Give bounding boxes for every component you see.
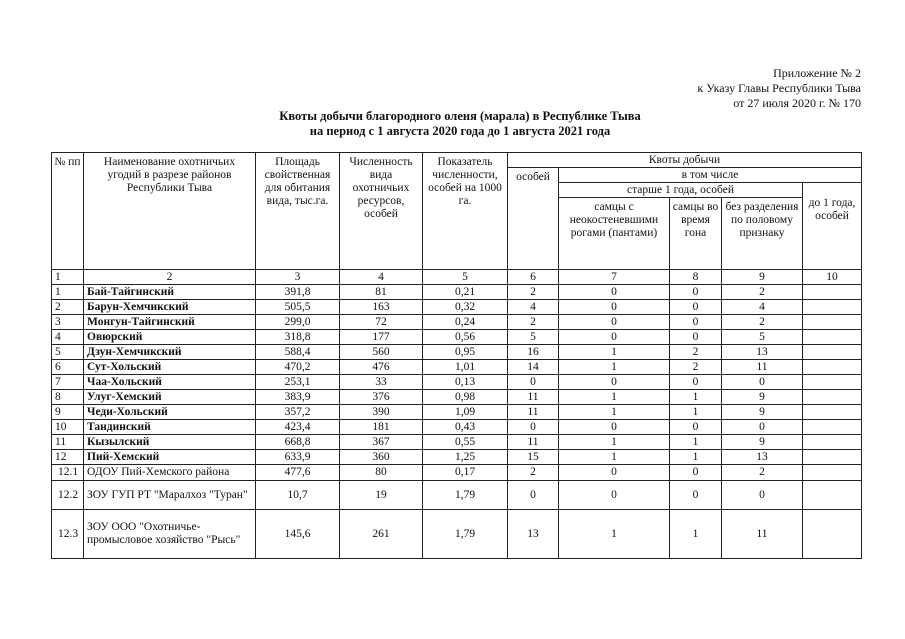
table-row (52, 510, 862, 559)
row-population: 80 (340, 465, 423, 481)
document-title (205, 109, 715, 139)
column-number: 7 (559, 270, 670, 285)
row-antlers: 0 (559, 481, 670, 510)
table-row (52, 300, 862, 315)
appendix-block (697, 66, 861, 111)
row-name: Пий-Хемский (84, 450, 256, 465)
row-antlers: 1 (559, 510, 670, 559)
row-antlers: 1 (559, 405, 670, 420)
row-population: 560 (340, 345, 423, 360)
table-row (52, 435, 862, 450)
header-density: Показатель численности, особей на 1000 га. (423, 153, 508, 270)
table-row (52, 285, 862, 300)
header-num: № пп (52, 153, 84, 270)
row-nosex: 0 (722, 375, 803, 390)
row-population: 181 (340, 420, 423, 435)
row-young (803, 345, 862, 360)
row-density: 0,32 (423, 300, 508, 315)
row-rut: 1 (670, 510, 722, 559)
column-number: 10 (803, 270, 862, 285)
row-young (803, 390, 862, 405)
table-row (52, 315, 862, 330)
row-area: 299,0 (256, 315, 340, 330)
row-nosex: 2 (722, 465, 803, 481)
row-density: 0,17 (423, 465, 508, 481)
row-rut: 0 (670, 375, 722, 390)
row-number: 10 (52, 420, 84, 435)
row-nosex: 9 (722, 390, 803, 405)
row-antlers: 1 (559, 345, 670, 360)
row-name: Улуг-Хемский (84, 390, 256, 405)
row-total: 13 (508, 510, 559, 559)
row-antlers: 0 (559, 300, 670, 315)
row-number: 8 (52, 390, 84, 405)
row-population: 390 (340, 405, 423, 420)
row-total: 2 (508, 315, 559, 330)
row-population: 376 (340, 390, 423, 405)
row-antlers: 0 (559, 285, 670, 300)
row-nosex: 0 (722, 481, 803, 510)
row-total: 2 (508, 465, 559, 481)
row-population: 476 (340, 360, 423, 375)
row-area: 145,6 (256, 510, 340, 559)
row-name: Монгун-Тайгинский (84, 315, 256, 330)
row-nosex: 11 (722, 360, 803, 375)
row-name: Дзун-Хемчикский (84, 345, 256, 360)
row-antlers: 1 (559, 435, 670, 450)
column-number-row (52, 270, 862, 285)
column-number: 3 (256, 270, 340, 285)
table-row (52, 360, 862, 375)
row-antlers: 0 (559, 315, 670, 330)
row-nosex: 13 (722, 345, 803, 360)
row-population: 360 (340, 450, 423, 465)
row-area: 318,8 (256, 330, 340, 345)
row-rut: 1 (670, 405, 722, 420)
row-total: 4 (508, 300, 559, 315)
row-nosex: 2 (722, 315, 803, 330)
header-antlers: самцы с неокостеневшими рогами (пантами) (559, 198, 670, 270)
row-young (803, 405, 862, 420)
row-total: 2 (508, 285, 559, 300)
row-number: 9 (52, 405, 84, 420)
row-total: 16 (508, 345, 559, 360)
row-young (803, 375, 862, 390)
row-population: 163 (340, 300, 423, 315)
row-rut: 0 (670, 465, 722, 481)
table-row (52, 345, 862, 360)
row-antlers: 1 (559, 360, 670, 375)
row-density: 0,13 (423, 375, 508, 390)
row-rut: 1 (670, 435, 722, 450)
row-area: 633,9 (256, 450, 340, 465)
column-number: 4 (340, 270, 423, 285)
header-rut: самцы во время гона (670, 198, 722, 270)
row-area: 470,2 (256, 360, 340, 375)
row-young (803, 315, 862, 330)
row-population: 177 (340, 330, 423, 345)
table-row (52, 405, 862, 420)
row-number: 12.2 (52, 481, 84, 510)
row-nosex: 11 (722, 510, 803, 559)
header-quota: Квоты добычи (508, 153, 862, 168)
table-row (52, 330, 862, 345)
header-older: старше 1 года, особей (559, 183, 803, 198)
table-row (52, 465, 862, 481)
row-rut: 2 (670, 360, 722, 375)
row-name: Сут-Хольский (84, 360, 256, 375)
row-number: 12 (52, 450, 84, 465)
row-total: 5 (508, 330, 559, 345)
title-line-2: на период с 1 августа 2020 года до 1 августа 2021 года (309, 124, 611, 138)
table-row (52, 481, 862, 510)
row-area: 10,7 (256, 481, 340, 510)
table-row (52, 420, 862, 435)
header-including: в том числе (559, 168, 862, 183)
row-young (803, 300, 862, 315)
column-number: 1 (52, 270, 84, 285)
row-total: 14 (508, 360, 559, 375)
table-body (52, 285, 862, 559)
row-nosex: 9 (722, 405, 803, 420)
header-area: Площадь свойственная для обитания вида, тыс.га. (256, 153, 340, 270)
row-rut: 2 (670, 345, 722, 360)
row-number: 2 (52, 300, 84, 315)
row-rut: 0 (670, 420, 722, 435)
header-name: Наименование охотничьих угодий в разрезе районов Республики Тыва (84, 153, 256, 270)
row-young (803, 450, 862, 465)
row-nosex: 0 (722, 420, 803, 435)
header-nosex: без разделения по половому признаку (722, 198, 803, 270)
row-density: 1,09 (423, 405, 508, 420)
row-total: 0 (508, 481, 559, 510)
table-row (52, 390, 862, 405)
row-nosex: 5 (722, 330, 803, 345)
row-density: 1,25 (423, 450, 508, 465)
row-rut: 0 (670, 315, 722, 330)
row-rut: 0 (670, 481, 722, 510)
row-number: 3 (52, 315, 84, 330)
row-total: 0 (508, 420, 559, 435)
header-total: особей (508, 168, 559, 270)
row-name: Овюрский (84, 330, 256, 345)
row-young (803, 481, 862, 510)
row-rut: 0 (670, 330, 722, 345)
row-antlers: 1 (559, 390, 670, 405)
title-line-1: Квоты добычи благородного оленя (марала) в Республике Тыва (279, 109, 641, 123)
row-number: 5 (52, 345, 84, 360)
row-population: 33 (340, 375, 423, 390)
row-name: Барун-Хемчикский (84, 300, 256, 315)
row-name: Чаа-Хольский (84, 375, 256, 390)
row-area: 588,4 (256, 345, 340, 360)
row-name: Чеди-Хольский (84, 405, 256, 420)
row-antlers: 1 (559, 450, 670, 465)
row-total: 11 (508, 405, 559, 420)
row-density: 0,95 (423, 345, 508, 360)
row-population: 19 (340, 481, 423, 510)
row-antlers: 0 (559, 330, 670, 345)
row-density: 1,79 (423, 481, 508, 510)
row-area: 383,9 (256, 390, 340, 405)
row-density: 0,43 (423, 420, 508, 435)
row-name: Бай-Тайгинский (84, 285, 256, 300)
row-name: ОДОУ Пий-Хемского района (84, 465, 256, 481)
row-area: 357,2 (256, 405, 340, 420)
row-rut: 1 (670, 450, 722, 465)
row-total: 15 (508, 450, 559, 465)
row-area: 253,1 (256, 375, 340, 390)
row-rut: 0 (670, 300, 722, 315)
row-rut: 1 (670, 390, 722, 405)
row-number: 12.1 (52, 465, 84, 481)
row-number: 7 (52, 375, 84, 390)
row-density: 1,79 (423, 510, 508, 559)
row-area: 505,5 (256, 300, 340, 315)
row-density: 1,01 (423, 360, 508, 375)
row-young (803, 465, 862, 481)
row-total: 11 (508, 390, 559, 405)
column-number: 5 (423, 270, 508, 285)
row-antlers: 0 (559, 420, 670, 435)
row-number: 4 (52, 330, 84, 345)
row-name: ЗОУ ГУП РТ "Маралхоз "Туран" (84, 481, 256, 510)
row-nosex: 9 (722, 435, 803, 450)
row-young (803, 420, 862, 435)
column-number: 9 (722, 270, 803, 285)
row-nosex: 2 (722, 285, 803, 300)
row-density: 0,24 (423, 315, 508, 330)
header-young: до 1 года, особей (803, 183, 862, 270)
row-area: 391,8 (256, 285, 340, 300)
row-density: 0,21 (423, 285, 508, 300)
row-number: 12.3 (52, 510, 84, 559)
table-row (52, 375, 862, 390)
row-number: 1 (52, 285, 84, 300)
row-name: ЗОУ ООО "Охотничье-промысловое хозяйство "Рысь" (84, 510, 256, 559)
table-row (52, 450, 862, 465)
row-name: Тандинский (84, 420, 256, 435)
quota-table (51, 152, 862, 559)
row-total: 11 (508, 435, 559, 450)
appendix-line-1: Приложение № 2 (773, 66, 861, 80)
row-density: 0,98 (423, 390, 508, 405)
row-nosex: 13 (722, 450, 803, 465)
row-population: 81 (340, 285, 423, 300)
row-area: 668,8 (256, 435, 340, 450)
column-number: 8 (670, 270, 722, 285)
row-antlers: 0 (559, 465, 670, 481)
row-population: 261 (340, 510, 423, 559)
row-young (803, 360, 862, 375)
row-young (803, 510, 862, 559)
row-total: 0 (508, 375, 559, 390)
row-young (803, 285, 862, 300)
header-population: Численность вида охотничьих ресурсов, особей (340, 153, 423, 270)
column-number: 2 (84, 270, 256, 285)
row-young (803, 330, 862, 345)
row-name: Кызылский (84, 435, 256, 450)
row-area: 423,4 (256, 420, 340, 435)
row-area: 477,6 (256, 465, 340, 481)
row-population: 367 (340, 435, 423, 450)
row-population: 72 (340, 315, 423, 330)
appendix-line-3: от 27 июля 2020 г. № 170 (733, 96, 861, 110)
row-number: 6 (52, 360, 84, 375)
row-rut: 0 (670, 285, 722, 300)
row-density: 0,55 (423, 435, 508, 450)
row-antlers: 0 (559, 375, 670, 390)
column-number: 6 (508, 270, 559, 285)
row-density: 0,56 (423, 330, 508, 345)
appendix-line-2: к Указу Главы Республики Тыва (697, 81, 861, 95)
row-number: 11 (52, 435, 84, 450)
row-young (803, 435, 862, 450)
row-nosex: 4 (722, 300, 803, 315)
